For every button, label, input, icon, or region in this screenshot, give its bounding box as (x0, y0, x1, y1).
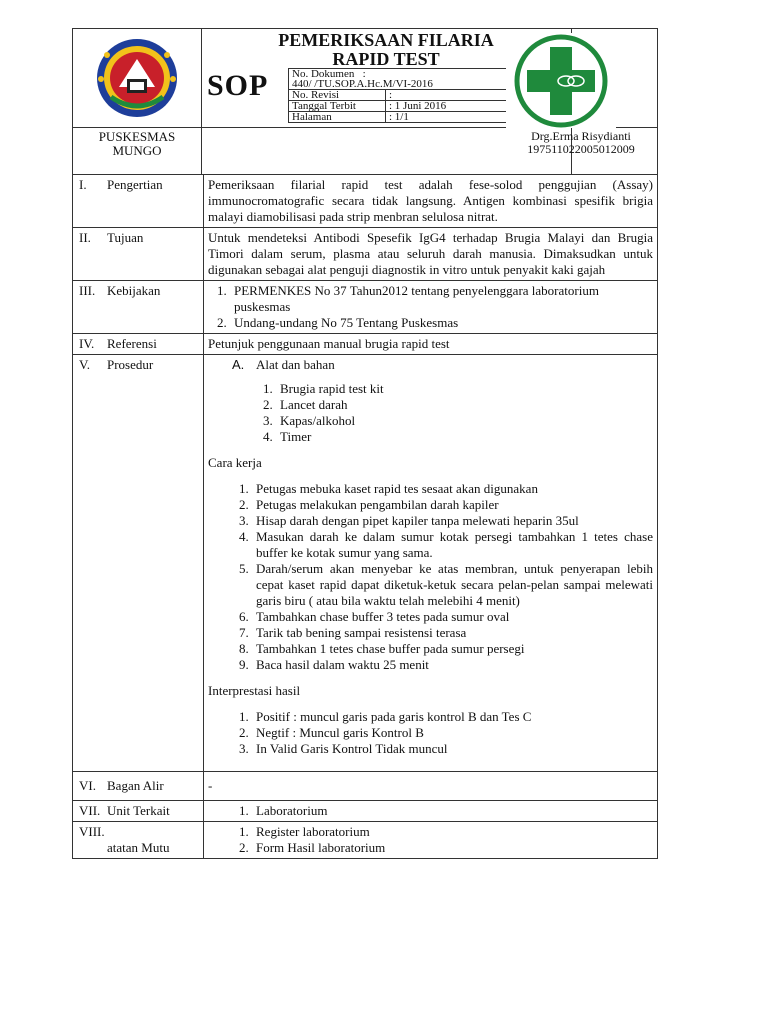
section-tujuan (73, 228, 658, 281)
page-value: : 1/1 (386, 112, 571, 123)
org-line: MUNGO (112, 143, 162, 158)
materials-title: Alat dan bahan (256, 357, 335, 372)
list-item: 2. Undang-undang No 75 Tentang Puskesmas (230, 315, 653, 331)
section-text: Pemeriksaan filarial rapid test adalah fese-solod penggujian (Assay) immunocromatografic secara tidak langsung. Antigen kombinasi spesifik brigia malayi diamobilisasi pada strip menbran selulosa nitrat. (204, 175, 658, 228)
section-heading (73, 801, 204, 822)
list-item: 9. Baca hasil dalam waktu 25 menit (252, 657, 653, 673)
signer-name: Drg.Erma Risydianti (531, 129, 631, 143)
section-number: VI. (79, 778, 96, 793)
section-unit-terkait (73, 801, 658, 822)
section-catatan-mutu (73, 822, 658, 859)
list-item: 3. In Valid Garis Kontrol Tidak muncul (252, 741, 653, 757)
materials-list (208, 381, 653, 445)
list-item: 6. Tambahkan chase buffer 3 tetes pada sumur oval (252, 609, 653, 625)
section-heading (73, 772, 204, 801)
section-content (204, 801, 658, 822)
doc-number-value: 440/ /TU.SOP.A.Hc.M/VI-2016 (292, 78, 433, 90)
section-label: Pengertian (107, 177, 163, 192)
revision-value: : (386, 90, 571, 101)
section-number: II. (79, 230, 91, 245)
regency-emblem-icon (89, 35, 185, 126)
section-kebijakan (73, 281, 658, 334)
section-content (204, 355, 658, 772)
procedure-steps (208, 481, 653, 673)
unit-list (208, 803, 653, 819)
policy-list (208, 283, 653, 331)
section-label: Referensi (107, 336, 157, 351)
list-item: 2. Lancet darah (276, 397, 653, 413)
title-line: PEMERIKSAAN FILARIA (278, 30, 494, 50)
list-item: 4. Timer (276, 429, 653, 445)
issue-date-value: : 1 Juni 2016 (386, 101, 571, 112)
section-label: Kebijakan (107, 283, 161, 298)
section-bagan-alir (73, 772, 658, 801)
section-heading (73, 175, 204, 228)
sop-label: SOP (207, 69, 269, 102)
section-pengertian (73, 175, 658, 228)
list-item: 2. Form Hasil laboratorium (252, 840, 653, 856)
doc-number-label: No. Dokumen (292, 68, 355, 80)
list-item: 4. Masukan darah ke dalam sumur kotak persegi tambahkan 1 tetes chase buffer ke kotak sumur yang sama. (252, 529, 653, 561)
section-text: Petunjuk penggunaan manual brugia rapid test (204, 334, 658, 355)
section-heading (73, 334, 204, 355)
section-label: Prosedur (107, 357, 154, 372)
list-item: 1. Laboratorium (252, 803, 653, 819)
signer-nip: 197511022005012009 (527, 142, 635, 156)
section-heading (73, 355, 204, 772)
list-item: 1. Brugia rapid test kit (276, 381, 653, 397)
sop-document (72, 28, 658, 859)
section-heading (73, 822, 204, 859)
materials-marker: A. (232, 357, 245, 372)
page-label: Halaman (289, 112, 386, 123)
list-item: 3. Kapas/alkohol (276, 413, 653, 429)
section-content (204, 822, 658, 859)
procedure-title: Cara kerja (208, 455, 262, 470)
section-label: Bagan Alir (107, 778, 164, 793)
title-line: RAPID TEST (332, 49, 440, 69)
quality-record-list (208, 824, 653, 856)
section-number: IV. (79, 336, 95, 351)
materials-heading (208, 357, 653, 373)
list-item: 2. Negtif : Muncul garis Kontrol B (252, 725, 653, 741)
list-item: 3. Hisap darah dengan pipet kapiler tanpa melewati heparin 35ul (252, 513, 653, 529)
sop-sections (72, 174, 658, 859)
org-line: PUSKESMAS (98, 129, 176, 144)
section-number: V. (79, 357, 90, 372)
puskesmas-logo-icon (506, 33, 616, 133)
list-item: 8. Tambahkan 1 tetes chase buffer pada sumur persegi (252, 641, 653, 657)
list-item: 1. Positif : muncul garis pada garis kontrol B dan Tes C (252, 709, 653, 725)
section-label: Unit Terkait (107, 803, 170, 818)
list-item: 1. PERMENKES No 37 Tahun2012 tentang penyelenggara laboratorium puskesmas (230, 283, 653, 315)
signatory (503, 130, 659, 156)
list-item: 2. Petugas melakukan pengambilan darah kapiler (252, 497, 653, 513)
section-number: III. (79, 283, 96, 298)
list-item: 5. Darah/serum akan menyebar ke atas membran, untuk penyerapan lebih cepat kaset rapid dapat diketuk-ketuk secara pelan-pelan sampai melewati garis biru ( atau bila waktu telah melebihi 4 menit) (252, 561, 653, 609)
organization-name (73, 130, 201, 158)
section-label: Tujuan (107, 230, 144, 245)
section-referensi (73, 334, 658, 355)
section-number: VIII. (79, 824, 105, 839)
section-prosedur (73, 355, 658, 772)
section-heading (73, 281, 204, 334)
section-text: - (204, 772, 658, 801)
section-number: VII. (79, 803, 101, 818)
section-content (204, 281, 658, 334)
list-item: 7. Tarik tab bening sampai resistensi terasa (252, 625, 653, 641)
section-label: atatan Mutu (107, 840, 170, 855)
interpretation-list (208, 709, 653, 757)
section-number: I. (79, 177, 87, 192)
revision-label: No. Revisi (289, 90, 386, 101)
document-header (72, 28, 658, 174)
list-item: 1. Register laboratorium (252, 824, 653, 840)
doc-number-sep: : (362, 68, 366, 80)
issue-date-label: Tanggal Terbit (289, 101, 386, 112)
section-heading (73, 228, 204, 281)
list-item: 1. Petugas mebuka kaset rapid tes sesaat akan digunakan (252, 481, 653, 497)
interpretation-title: Interprestasi hasil (208, 683, 301, 698)
section-text: Untuk mendeteksi Antibodi Spesefik IgG4 terhadap Brugia Malayi dan Brugia Timori dalam serum, plasma atau seluruh darah manusia. Dimaksudkan untuk digunakan sebagai alat penguji diagnostik in vitro untuk penyakit kaki gajah (204, 228, 658, 281)
